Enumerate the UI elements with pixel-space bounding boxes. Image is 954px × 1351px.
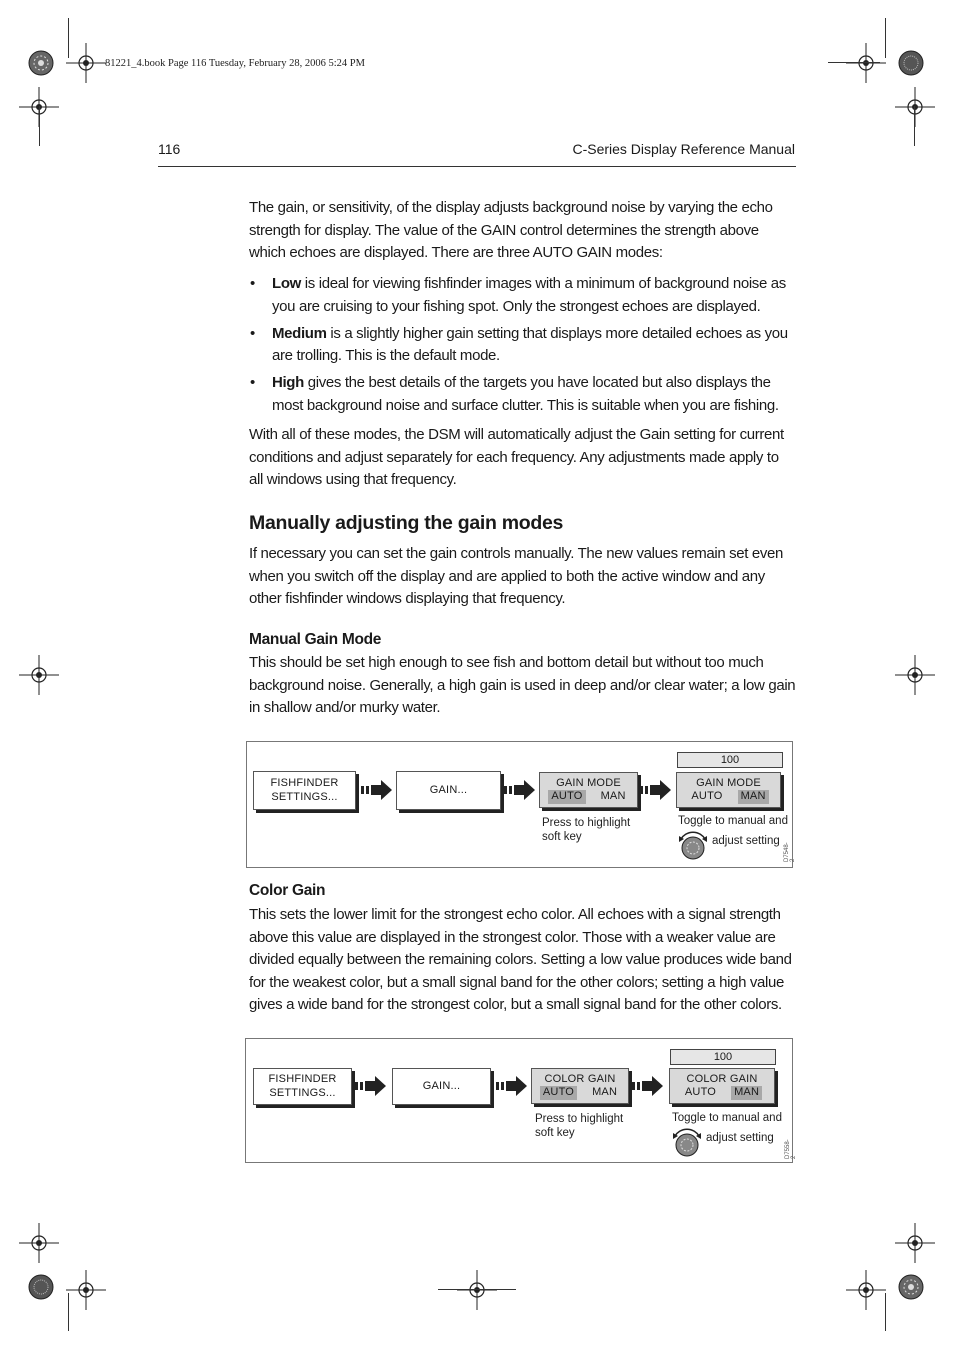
- arrow-right-icon: [632, 1076, 666, 1096]
- running-title: C-Series Display Reference Manual: [572, 141, 795, 157]
- rotary-knob-icon: [677, 829, 709, 861]
- list-item: • High gives the best details of the targets you have located but also displays the most background noise and surface clutter. This is suitable when you are fishing.: [250, 374, 779, 414]
- press-caption: Press to highlight soft key: [535, 1113, 624, 1139]
- key-title: COLOR GAIN: [544, 1072, 616, 1085]
- auto-option: AUTO: [691, 790, 723, 802]
- rotary-knob-icon: [671, 1126, 703, 1158]
- crop-line: [885, 1293, 886, 1331]
- header-rule: [158, 166, 796, 167]
- arrow-right-icon: [496, 1076, 530, 1096]
- section-heading: Manually adjusting the gain modes: [249, 512, 564, 534]
- auto-option: AUTO: [540, 1086, 577, 1100]
- registration-mark-icon: [895, 1223, 935, 1263]
- registration-mark-icon: [66, 1270, 106, 1310]
- crop-line: [39, 106, 40, 146]
- gain-key[interactable]: [392, 1068, 491, 1105]
- color-rosette-icon: [28, 50, 54, 76]
- crop-line: [68, 1293, 69, 1331]
- registration-mark-icon: [457, 1270, 497, 1310]
- fishfinder-settings-key[interactable]: [253, 771, 356, 810]
- key-title: GAIN MODE: [696, 776, 761, 789]
- color-rosette-icon: [898, 50, 924, 76]
- registration-mark-icon: [895, 87, 935, 127]
- bullet-term: High: [272, 374, 304, 391]
- crop-line: [68, 18, 69, 58]
- crop-line: [914, 106, 915, 146]
- crop-line: [438, 1289, 516, 1290]
- bullet-text: is a slightly higher gain setting that displays more detailed echoes as you are trolling. This is the default mode.: [272, 324, 788, 364]
- press-caption: Press to highlight soft key: [542, 817, 631, 843]
- gain-value-display: 100: [677, 752, 783, 768]
- page-number: 116: [158, 141, 181, 157]
- figure-id: D7548-2: [784, 842, 796, 862]
- key-title: COLOR GAIN: [686, 1072, 758, 1085]
- toggle-caption: Toggle to manual and: [678, 815, 788, 827]
- man-option: MAN: [600, 790, 626, 802]
- auto-option: AUTO: [684, 1086, 717, 1098]
- bullet-term: Low: [272, 275, 301, 292]
- registration-mark-icon: [66, 43, 106, 83]
- crop-line: [885, 18, 886, 58]
- man-option: MAN: [731, 1086, 762, 1100]
- fishfinder-settings-key[interactable]: [253, 1068, 352, 1105]
- color-gain-value-display: 100: [670, 1049, 776, 1065]
- key-label: FISHFINDER: [268, 1073, 337, 1085]
- color-gain-key[interactable]: [531, 1068, 629, 1104]
- key-label: FISHFINDER: [270, 777, 339, 789]
- color-gain-diagram: [245, 1038, 797, 1163]
- registration-mark-icon: [846, 43, 886, 83]
- gain-modes-list: [249, 273, 796, 422]
- section-paragraph: If necessary you can set the gain controls manually. The new values remain set even when you switch off the display and are applied to both the active window and any other fishfinder windows displaying that frequency.: [249, 545, 784, 607]
- gain-mode-diagram: [246, 741, 796, 868]
- man-option: MAN: [738, 790, 769, 804]
- manual-gain-paragraph: This should be set high enough to see fish and bottom detail but without too much background noise. Generally, a high gain is used in deep and/or clear water; a low gain in shallow and/or murky water.: [249, 654, 796, 716]
- man-option: MAN: [592, 1086, 618, 1098]
- manual-gain-heading: Manual Gain Mode: [249, 631, 382, 648]
- registration-mark-icon: [846, 1270, 886, 1310]
- auto-option: AUTO: [548, 790, 585, 804]
- key-label: SETTINGS...: [269, 1086, 336, 1099]
- color-rosette-icon: [28, 1274, 54, 1300]
- gain-key[interactable]: [396, 771, 501, 810]
- list-item: • Low is ideal for viewing fishfinder images with a minimum of background noise as you are cruising to your fishing spot. Only the strongest echoes are displayed.: [250, 275, 786, 315]
- registration-mark-icon: [19, 1223, 59, 1263]
- adjust-caption: adjust setting: [706, 1132, 774, 1144]
- bullet-text: gives the best details of the targets you have located but also displays the most background noise and surface clutter. This is suitable when you are fishing.: [272, 374, 779, 414]
- crop-line: [828, 62, 880, 63]
- list-item: • Medium is a slightly higher gain setting that displays more detailed echoes as you are trolling. This is the default mode.: [250, 324, 788, 364]
- color-gain-heading: Color Gain: [249, 882, 326, 899]
- adjust-caption: adjust setting: [712, 835, 780, 847]
- gain-mode-key[interactable]: [539, 772, 638, 808]
- modes-paragraph: With all of these modes, the DSM will automatically adjust the Gain setting for current conditions and adjust separately for each frequency. Any adjustments made apply to all windows using that frequency.: [249, 426, 784, 488]
- key-label: GAIN...: [422, 1079, 461, 1092]
- color-gain-key-manual[interactable]: [669, 1068, 775, 1104]
- registration-mark-icon: [19, 655, 59, 695]
- bullet-term: Medium: [272, 324, 327, 342]
- arrow-right-icon: [640, 780, 674, 800]
- color-gain-paragraph: This sets the lower limit for the strongest echo color. All echoes with a signal strength above this value are displayed in the strongest color. Those with a weaker value are divided equally between the remaining colors. Setting a low value produces wide band for the weakest color, but a small signal band for the other colors; setting a high value gives a wide band for the strongest color, but a small signal band for the other colors.: [249, 906, 792, 1013]
- intro-paragraph: The gain, or sensitivity, of the display adjusts background noise by varying the echo strength for display. The value of the GAIN control determines the strength above which echoes are displayed. There are three AUTO GAIN modes:: [249, 199, 773, 261]
- key-label: SETTINGS...: [271, 790, 338, 803]
- arrow-right-icon: [504, 780, 538, 800]
- arrow-right-icon: [361, 780, 395, 800]
- bullet-text: is ideal for viewing fishfinder images with a minimum of background noise as you are cruising to your fishing spot. Only the strongest echoes are displayed.: [272, 275, 786, 315]
- print-info: 81221_4.book Page 116 Tuesday, February 28, 2006 5:24 PM: [105, 58, 365, 69]
- key-title: GAIN MODE: [556, 776, 621, 789]
- toggle-caption: Toggle to manual and: [672, 1112, 782, 1124]
- gain-mode-key-manual[interactable]: [676, 772, 781, 808]
- arrow-right-icon: [355, 1076, 389, 1096]
- color-rosette-icon: [898, 1274, 924, 1300]
- key-label: GAIN...: [429, 783, 468, 796]
- figure-id: D7558-2: [785, 1139, 797, 1159]
- registration-mark-icon: [895, 655, 935, 695]
